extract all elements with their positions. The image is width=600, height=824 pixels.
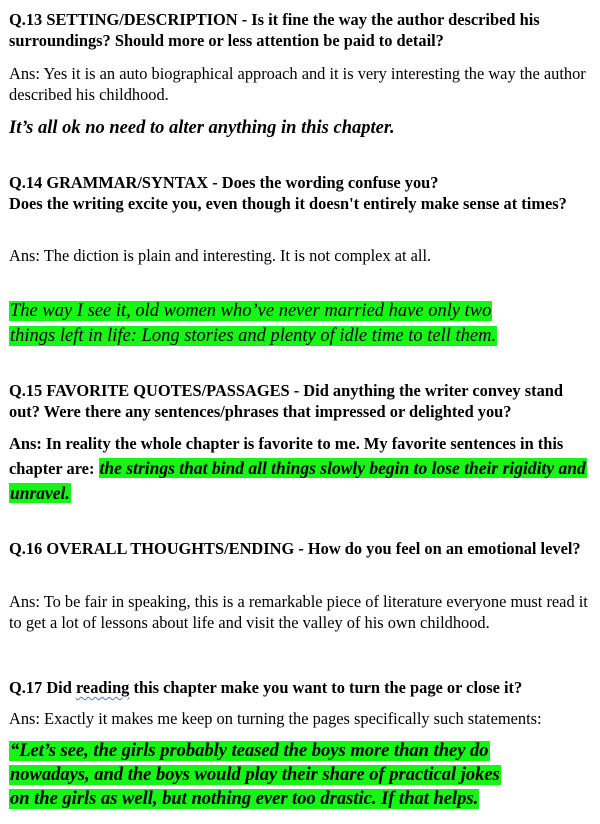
q14-answer: Ans: The diction is plain and interesting. It is not complex at all. bbox=[9, 246, 432, 265]
q17-title-after: this chapter make you want to turn the page or close it? bbox=[133, 678, 523, 697]
q17-quote-line2: nowadays, and the boys would play their share of practical jokes bbox=[10, 765, 500, 785]
q13-answer: Ans: Yes it is an auto biographical approach and it is very interesting the way the author described his childhood. bbox=[9, 64, 586, 104]
q16-answer: Ans: To be fair in speaking, this is a remarkable piece of literature everyone must read it to get a lot of lessons about life and visit the valley of his own childhood. bbox=[9, 592, 588, 632]
q13-title: Q.13 SETTING/DESCRIPTION - Is it fine the way the author described his surroundings? Should more or less attention be paid to detail? bbox=[9, 10, 540, 50]
q14-quote bbox=[9, 299, 594, 349]
q17-quote-line1: “Let’s see, the girls probably teased the boys more than they do bbox=[10, 741, 489, 761]
q17-title-before: Q.17 Did bbox=[9, 678, 72, 697]
q15-title: Q.15 FAVORITE QUOTES/PASSAGES - Did anything the writer convey stand out? Were there any sentences/phrases that impressed or delighted you? bbox=[9, 381, 563, 421]
q14-title bbox=[9, 172, 594, 214]
q17-answer: Ans: Exactly it makes me keep on turning the pages specifically such statements: bbox=[9, 709, 542, 728]
q15-answer-prefix: Ans: In reality the whole chapter is favorite to me. My favorite sentences in this chapter are: bbox=[9, 434, 564, 478]
q14-quote-line2: things left in life: Long stories and plenty of idle time to tell them. bbox=[10, 326, 497, 346]
q17-title bbox=[9, 677, 594, 698]
q17-quote-line3: on the girls as well, but nothing ever too drastic. If that helps. bbox=[10, 789, 479, 809]
q14-title-line1: Q.14 GRAMMAR/SYNTAX - Does the wording confuse you? bbox=[9, 173, 439, 192]
q16-title: Q.16 OVERALL THOUGHTS/ENDING - How do you feel on an emotional level? bbox=[9, 539, 581, 558]
q13-note: It’s all ok no need to alter anything in this chapter. bbox=[9, 118, 395, 138]
q15-answer-quote: the strings that bind all things slowly begin to lose their rigidity and unravel. bbox=[10, 458, 586, 503]
q14-quote-line1: The way I see it, old women who’ve never married have only two bbox=[10, 301, 492, 321]
q15-answer bbox=[9, 432, 594, 506]
q14-title-line2: Does the writing excite you, even though it doesn't entirely make sense at times? bbox=[9, 194, 567, 213]
q17-quote bbox=[9, 739, 594, 811]
q17-title-spellcheck-word: reading bbox=[75, 678, 130, 697]
